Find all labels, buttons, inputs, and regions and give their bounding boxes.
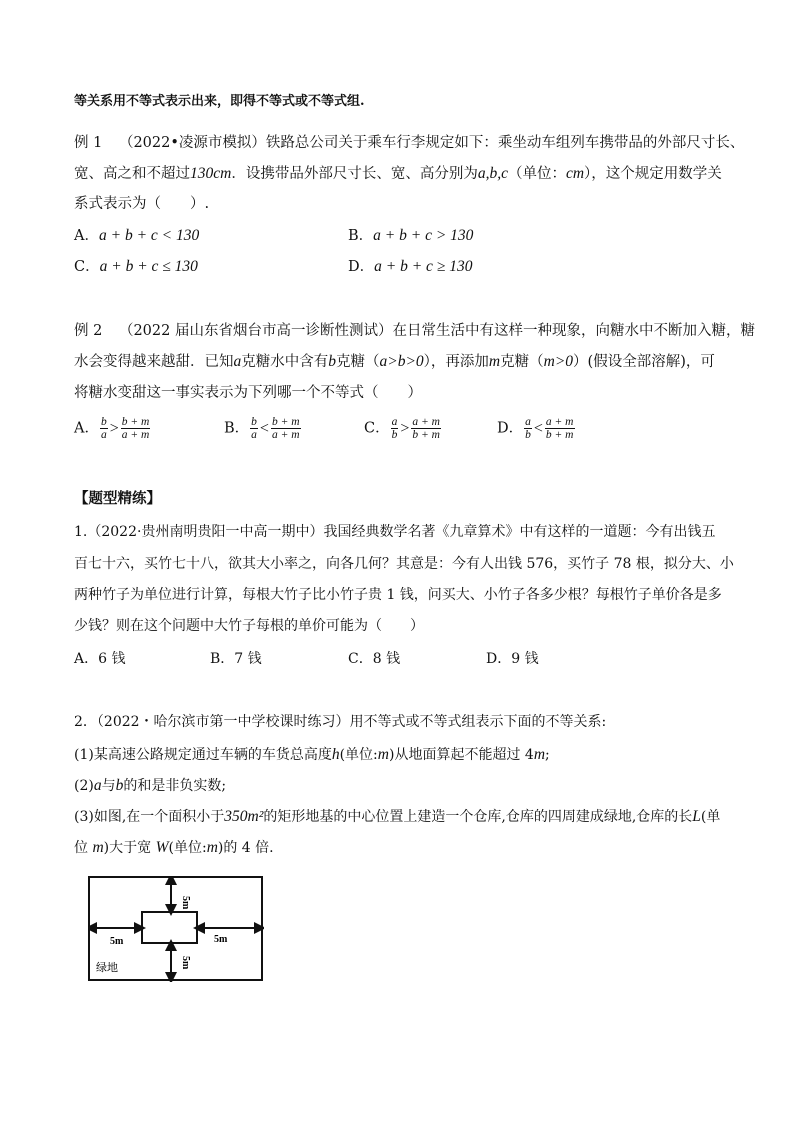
example1-vars: a,b,c [477,165,508,182]
example2-option-c [364,416,442,441]
example1-text2c: （单位： [507,166,566,182]
example1-line1 [74,133,744,153]
example1-option-a [74,226,199,246]
t: 水会变得越来越甜．已知 [74,354,234,370]
q2-part3-line2 [74,838,274,858]
fraction-left [100,416,108,441]
q2-text1: 用不等式或不等式组表示下面的不等关系: [349,714,607,730]
option-label: B． [348,228,374,244]
warehouse-figure [88,876,264,982]
unit-m: m [92,839,104,856]
label-bottom: 5m [180,956,191,970]
example2-source: （2022 届山东省烟台市高一诊断性测试） [118,323,393,339]
cond1: a>b>0 [379,353,424,370]
t: ; [545,747,550,763]
t: )的 4 倍. [217,840,274,856]
fraction-left [391,416,399,441]
num: a + m [412,416,440,428]
fraction-right [271,416,301,441]
relation: > [109,419,119,437]
var-m: m [488,353,501,370]
example2-option-b [224,416,302,441]
t: 克糖（ [336,354,380,370]
example1-text2b: ．设携带品外部尺寸长、宽、高分别为 [231,166,478,182]
relation: < [533,419,543,437]
q2-part3-line1 [74,807,720,827]
section-title: 【题型精练】 [74,490,161,507]
relation: > [400,419,410,437]
example1-unit: cm [565,165,585,182]
example2-line3: 将糖水变甜这一事实表示为下列哪一个不等式（ ） [74,385,422,401]
example1-label: 例 1 [74,135,103,151]
q1-source: （2022·贵州南明贵阳一中高一期中） [87,524,324,540]
den: a [251,429,257,441]
example1-text1: 铁路总公司关于乘车行李规定如下：乘坐动车组列车携带品的外部尺寸长、 [265,135,745,151]
unit-m: m [377,746,389,763]
example2-option-a [74,416,151,441]
example2-label: 例 2 [74,323,103,339]
fraction-right [545,416,575,441]
example1-option-b [348,226,473,246]
cond2: m>0 [543,353,574,370]
q1-text1: 我国经典数学名著《九章算术》中有这样的一道题：今有出钱五 [323,524,716,540]
t: 位 [74,840,88,856]
example1-text2d: ），这个规定用数学关 [584,166,722,182]
option-label: C． [364,420,390,437]
t: ），再添加 [423,354,489,370]
example1-option-c [74,257,198,277]
den: b [391,429,398,441]
q1-line1 [74,522,715,542]
den: b + m [545,429,574,441]
t: (单 [700,809,721,825]
green-area-label: 绿地 [96,962,118,974]
example2-line2 [74,352,715,372]
var-h: h [331,746,340,763]
option-label: A． [74,228,99,244]
option-label: A． [74,651,99,667]
var-a: a [93,777,102,794]
option-text: 6 钱 [98,651,126,667]
num: b [251,416,257,428]
option-label: B． [224,420,250,437]
t: 的和是非负实数; [123,778,227,794]
var-L: L [692,808,701,825]
fraction-right [121,416,151,441]
q1-option-b [210,649,262,669]
num: a [525,416,531,428]
t: 的矩形地基的中心位置上建造一个仓库,仓库的四周建成绿地,仓库的长 [263,809,693,825]
num: b + m [121,416,150,428]
t: (3)如图,在一个面积小于 [74,809,225,825]
label-right: 5m [214,934,228,945]
t: 克糖（ [500,354,544,370]
den: b [525,429,531,441]
var-b: b [328,353,336,370]
option-label: D． [486,651,512,667]
fraction-left [250,416,258,441]
q1-line3: 两种竹子为单位进行计算，每根大竹子比小竹子贵 1 钱，问买大、小竹子各多少根？每根竹子单价各是多 [74,587,722,603]
num: a + m [545,416,574,428]
t: (1)某高速公路规定通过车辆的车货总高度 [74,747,332,763]
q2-part1 [74,745,550,765]
den: a + m [121,429,150,441]
option-text: 8 钱 [372,651,401,667]
warehouse-rect [142,912,197,943]
option-expr: a + b + c > 130 [373,227,474,244]
label-left: 5m [110,936,124,947]
den: a + m [271,429,300,441]
q1-option-d [486,649,539,669]
example1-limit: 130cm [190,165,232,182]
option-label: C． [74,259,100,275]
example1-text2a: 宽、高之和不超过 [74,166,190,182]
var-W: W [155,839,169,856]
option-label: B． [210,651,235,667]
example1-option-d [348,257,472,277]
q2-line1 [74,712,606,732]
option-label: D． [497,420,524,437]
unit-m: m [206,839,218,856]
fraction-left [524,416,532,441]
t: )大于宽 [103,840,152,856]
t: 克糖水中含有 [241,354,329,370]
q1-line2: 百七十六，买竹七十八，欲其大小率之，向各几何？其意是：今有人出钱 576，买竹子 78 根，拟分大、小 [74,556,734,572]
num: b + m [271,416,300,428]
t: 与 [101,778,116,794]
option-label: A． [74,420,99,437]
option-expr: a + b + c ≥ 130 [374,258,473,275]
example2-option-d [497,416,576,441]
den: a [100,429,107,441]
q1-number: 1. [74,524,88,540]
option-expr: a + b + c ≤ 130 [99,258,198,275]
example2-text1: 在日常生活中有这样一种现象，向糖水中不断加入糖，糖 [392,323,755,339]
t: (单位: [168,840,207,856]
area: 350m² [224,808,264,825]
unit-m: m [533,746,546,763]
example1-line3: 系式表示为（ ）. [74,196,210,212]
t: (2) [74,778,94,794]
t: )从地面算起不能超过 4 [388,747,534,763]
q1-line4: 少钱？则在这个问题中大竹子每根的单价可能为（ ） [74,618,424,634]
option-expr: a + b + c < 130 [98,227,200,244]
q2-part2 [74,776,226,796]
option-label: D． [348,259,375,275]
var-b: b [115,777,124,794]
q2-number: 2． [74,714,97,730]
q1-option-a [74,649,125,669]
q1-option-c [348,649,400,669]
num: b [100,416,107,428]
option-label: C． [348,651,373,667]
example1-line2 [74,164,722,184]
q2-source: （2022・哈尔滨市第一中学校课时练习） [96,714,350,730]
option-text: 9 钱 [511,651,539,667]
den: b + m [412,429,440,441]
var-a: a [233,353,242,370]
example2-line1 [74,321,755,341]
example1-source: （2022•凌源市模拟） [118,135,266,151]
fraction-right [411,416,441,441]
option-text: 7 钱 [234,651,262,667]
num: a [391,416,398,428]
t: (单位: [339,747,378,763]
intro-text: 等关系用不等式表示出来，即得不等式或不等式组. [74,94,365,109]
t: ）(假设全部溶解)，可 [573,354,715,370]
label-top: 5m [180,896,191,910]
relation: < [259,419,269,437]
